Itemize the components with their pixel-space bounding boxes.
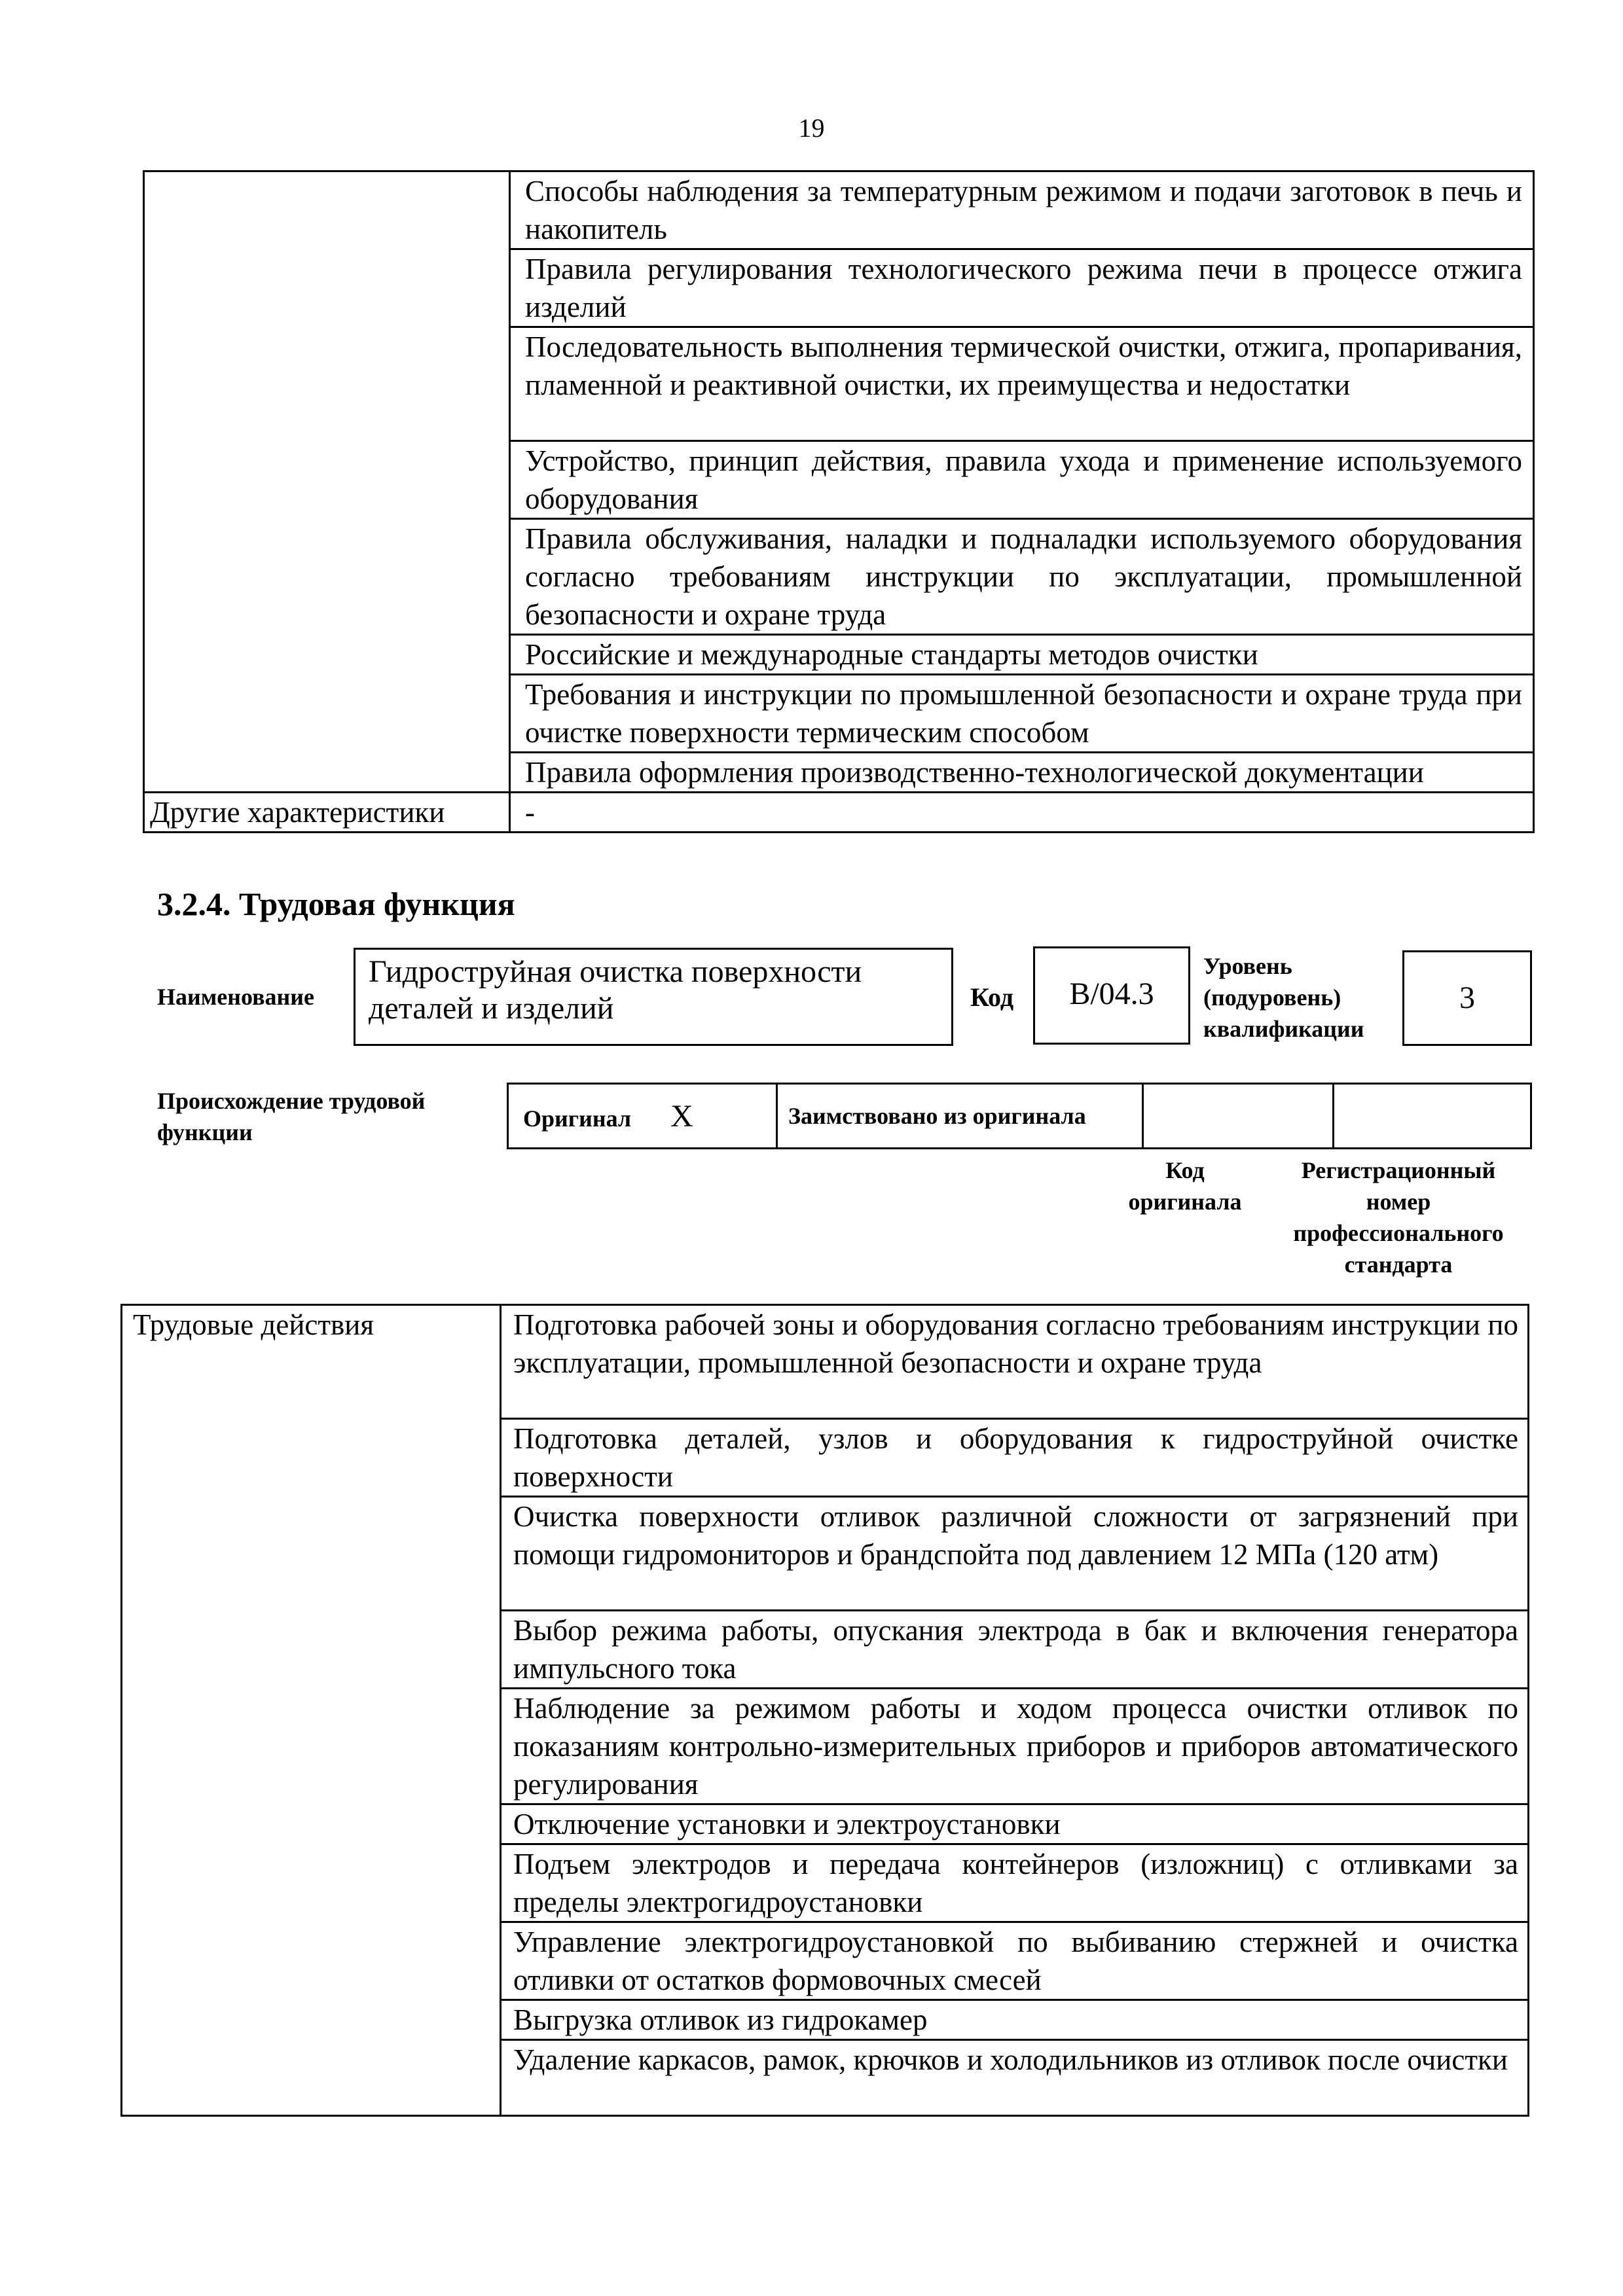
function-code-box: B/04.3	[1033, 946, 1190, 1045]
original-cell	[508, 1084, 777, 1149]
action-item: Подготовка рабочей зоны и оборудования согласно требованиям инструкции по эксплуатации, промышленной безопасности и охране труда	[501, 1305, 1529, 1419]
original-label: Оригинал	[523, 1105, 632, 1132]
original-code-cell	[1143, 1084, 1334, 1149]
registration-caption-line: Регистрационный	[1301, 1157, 1496, 1183]
level-label-line: (подуровень)	[1203, 984, 1341, 1011]
code-caption	[1106, 1155, 1264, 1217]
registration-caption	[1267, 1155, 1529, 1280]
function-name-box: Гидроструйная очистка поверхности деталей и изделий	[354, 948, 953, 1046]
registration-number-cell	[1334, 1084, 1531, 1149]
knowledge-item: Последовательность выполнения термической очистки, отжига, пропаривания, пламенной и реактивной очистки, их преимущества и недостатки	[510, 327, 1534, 441]
action-item: Управление электрогидроустановкой по выбиванию стержней и очистка отливки от остатков формовочных смесей	[501, 1922, 1529, 2000]
action-item: Подъем электродов и передача контейнеров (изложниц) с отливками за пределы электрогидроустановки	[501, 1844, 1529, 1922]
knowledge-label-cell	[144, 171, 510, 793]
action-item: Выгрузка отливок из гидрокамер	[501, 2000, 1529, 2040]
action-item: Отключение установки и электроустановки	[501, 1804, 1529, 1844]
level-label-line: квалификации	[1203, 1016, 1364, 1042]
origin-label-line: функции	[157, 1119, 253, 1145]
section-title: 3.2.4. Трудовая функция	[157, 886, 515, 922]
code-caption-line: оригинала	[1128, 1189, 1242, 1215]
qualification-level-box: 3	[1402, 950, 1532, 1046]
level-label-line: Уровень	[1203, 953, 1292, 979]
registration-caption-line: профессионального	[1293, 1220, 1504, 1246]
knowledge-item: Способы наблюдения за температурным режимом и подачи заготовок в печь и накопитель	[510, 171, 1534, 249]
action-item: Наблюдение за режимом работы и ходом процесса очистки отливок по показаниям контрольно-измерительных приборов и приборов автоматического регулирования	[501, 1689, 1529, 1804]
knowledge-table	[143, 170, 1535, 833]
action-item: Выбор режима работы, опускания электрода в бак и включения генератора импульсного тока	[501, 1611, 1529, 1689]
code-label: Код	[970, 982, 1014, 1012]
action-item: Очистка поверхности отливок различной сложности от загрязнений при помощи гидромониторов и брандспойта под давлением 12 МПа (120 атм)	[501, 1497, 1529, 1611]
origin-label-line: Происхождение трудовой	[157, 1088, 426, 1114]
origin-label	[157, 1085, 425, 1148]
knowledge-item: Устройство, принцип действия, правила ухода и применение используемого оборудования	[510, 441, 1534, 519]
borrowed-label: Заимствовано из оригинала	[777, 1084, 1143, 1149]
original-mark: X	[670, 1098, 693, 1134]
knowledge-item: Российские и международные стандарты методов очистки	[510, 635, 1534, 675]
labor-actions-table	[120, 1304, 1529, 2117]
registration-caption-line: стандарта	[1344, 1251, 1453, 1278]
labor-actions-label: Трудовые действия	[122, 1305, 501, 2116]
knowledge-item: Требования и инструкции по промышленной безопасности и охране труда при очистке поверхности термическим способом	[510, 675, 1534, 753]
other-characteristics-value: -	[510, 793, 1534, 833]
page-number: 19	[798, 113, 825, 143]
knowledge-item: Правила регулирования технологического режима печи в процессе отжига изделий	[510, 249, 1534, 327]
registration-caption-line: номер	[1366, 1189, 1431, 1215]
other-characteristics-label: Другие характеристики	[144, 793, 510, 833]
action-item: Удаление каркасов, рамок, крючков и холодильников из отливок после очистки	[501, 2040, 1529, 2116]
action-item: Подготовка деталей, узлов и оборудования к гидроструйной очистке поверхности	[501, 1419, 1529, 1497]
name-label: Наименование	[157, 984, 314, 1010]
origin-table	[507, 1083, 1532, 1149]
knowledge-item: Правила обслуживания, наладки и подналадки используемого оборудования согласно требованиям инструкции по эксплуатации, промышленной безопасности и охране труда	[510, 519, 1534, 635]
knowledge-item: Правила оформления производственно-технологической документации	[510, 753, 1534, 793]
code-caption-line: Код	[1165, 1157, 1205, 1183]
qualification-level-label	[1203, 950, 1364, 1045]
